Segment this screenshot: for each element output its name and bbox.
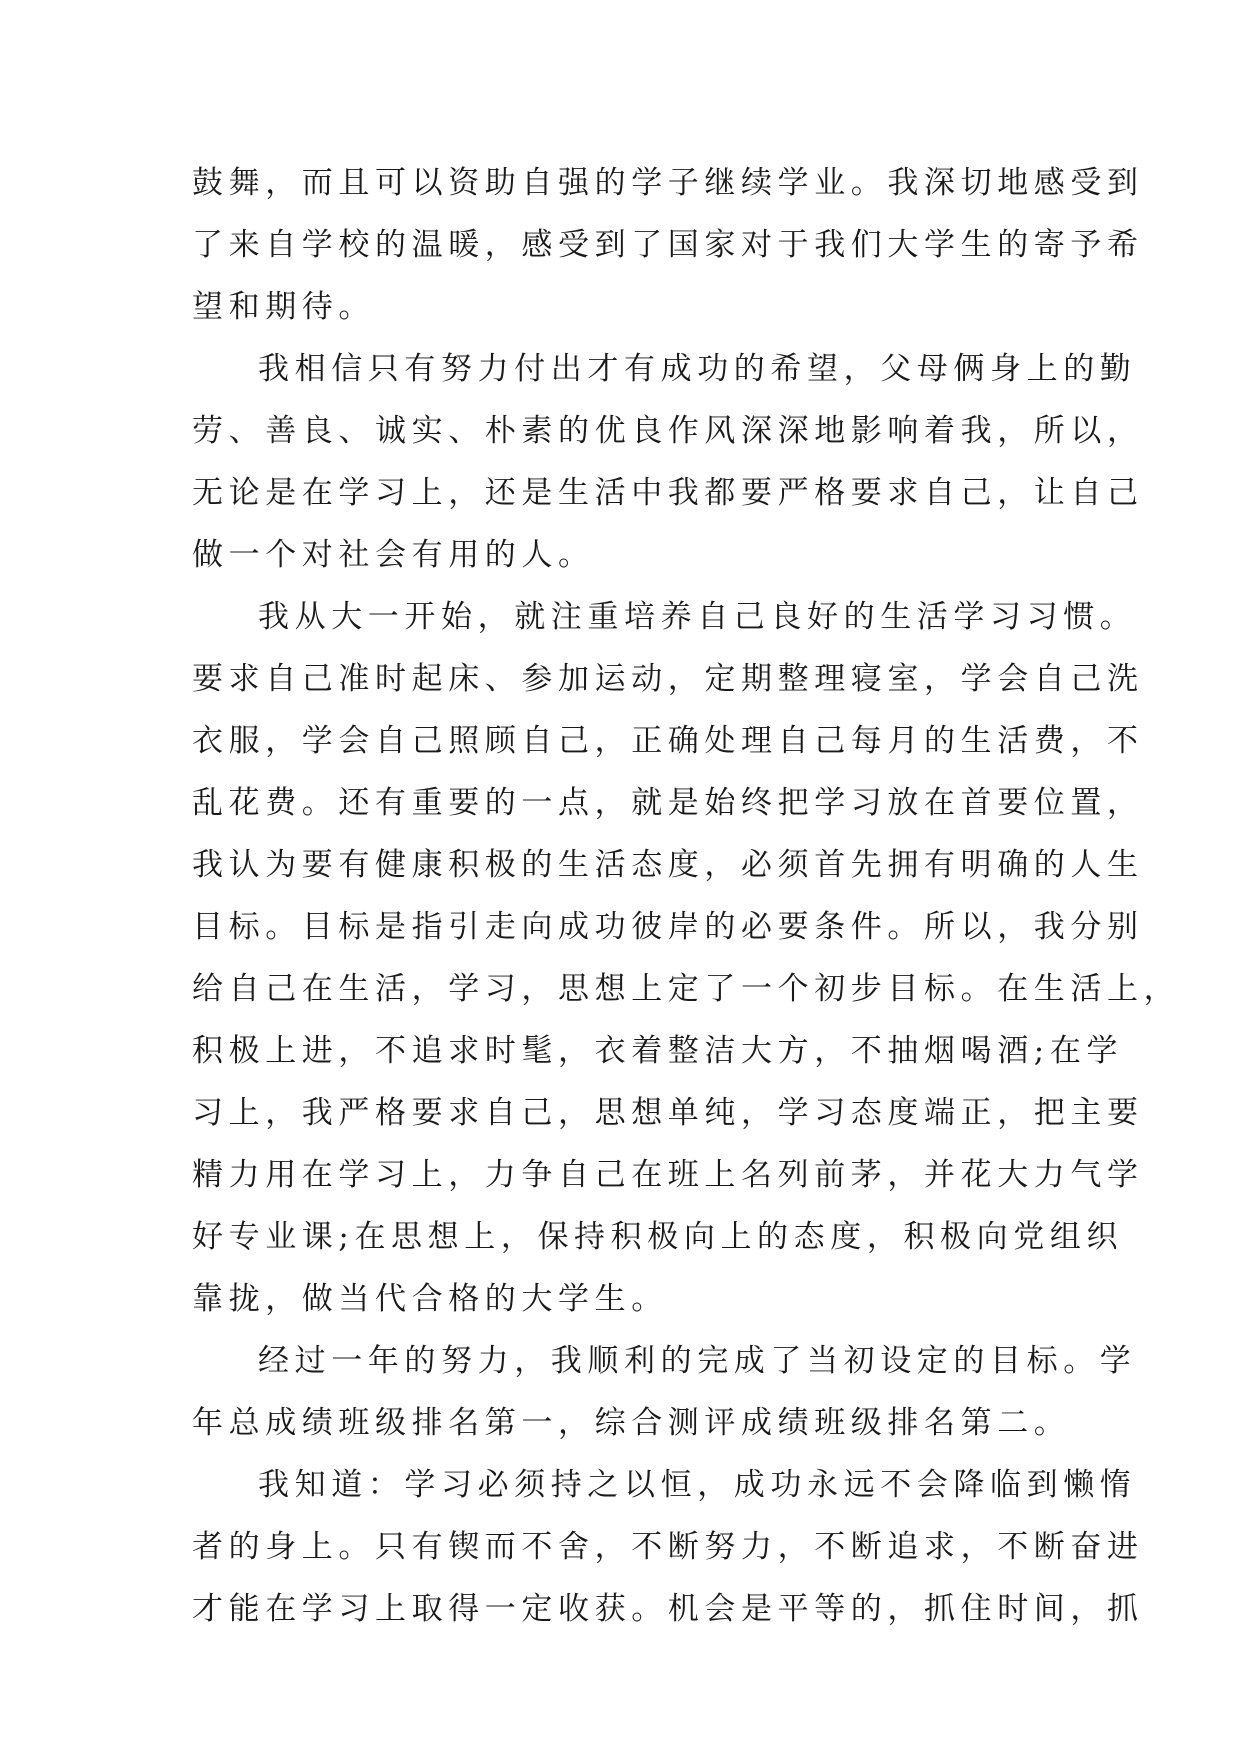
text-line: 经过一年的努力，我顺利的完成了当初设定的目标。学 [258,1343,1137,1379]
text-line: 我认为要有健康积极的生活态度，必须首先拥有明确的人生 [192,847,1144,883]
paragraph-2 [192,338,1144,586]
text-line: 鼓舞，而且可以资助自强的学子继续学业。我深切地感受到 [192,165,1144,201]
text-line: 望和期待。 [192,289,375,325]
text-line: 了来自学校的温暖，感受到了国家对于我们大学生的寄予希 [192,227,1144,263]
text-line: 要求自己准时起床、参加运动，定期整理寝室，学会自己洗 [192,661,1144,697]
text-line: 给自己在生活，学习，思想上定了一个初步目标。在生活上， [192,971,1181,1007]
text-line: 者的身上。只有锲而不舍，不断努力，不断追求，不断奋进 [192,1529,1144,1565]
text-line: 劳、善良、诚实、朴素的优良作风深深地影响着我，所以， [192,413,1144,449]
paragraph-1 [192,152,1144,338]
text-line: 我知道：学习必须持之以恒，成功永远不会降临到懒惰 [258,1467,1137,1503]
text-line: 我相信只有努力付出才有成功的希望，父母俩身上的勤 [258,351,1137,387]
text-line: 衣服，学会自己照顾自己，正确处理自己每月的生活费，不 [192,723,1144,759]
text-line: 目标。目标是指引走向成功彼岸的必要条件。所以，我分别 [192,909,1144,945]
text-line: 积极上进，不追求时髦，衣着整洁大方，不抽烟喝酒;在学 [192,1033,1124,1069]
text-line: 无论是在学习上，还是生活中我都要严格要求自己，让自己 [192,475,1144,511]
paragraph-4 [192,1330,1137,1454]
paragraph-3 [192,586,1181,1330]
text-line: 习上，我严格要求自己，思想单纯，学习态度端正，把主要 [192,1095,1144,1131]
paragraph-5 [192,1454,1144,1640]
text-line: 做一个对社会有用的人。 [192,537,595,573]
text-line: 好专业课;在思想上，保持积极向上的态度，积极向党组织 [192,1219,1124,1255]
text-line: 才能在学习上取得一定收获。机会是平等的，抓住时间，抓 [192,1591,1144,1627]
text-line: 靠拢，做当代合格的大学生。 [192,1281,668,1317]
text-line: 乱花费。还有重要的一点，就是始终把学习放在首要位置， [192,785,1144,821]
document-body [192,152,1181,1640]
text-line: 精力用在学习上，力争自己在班上名列前茅，并花大力气学 [192,1157,1144,1193]
text-line: 年总成绩班级排名第一，综合测评成绩班级排名第二。 [192,1405,1071,1441]
text-line: 我从大一开始，就注重培养自己良好的生活学习习惯。 [258,599,1137,635]
